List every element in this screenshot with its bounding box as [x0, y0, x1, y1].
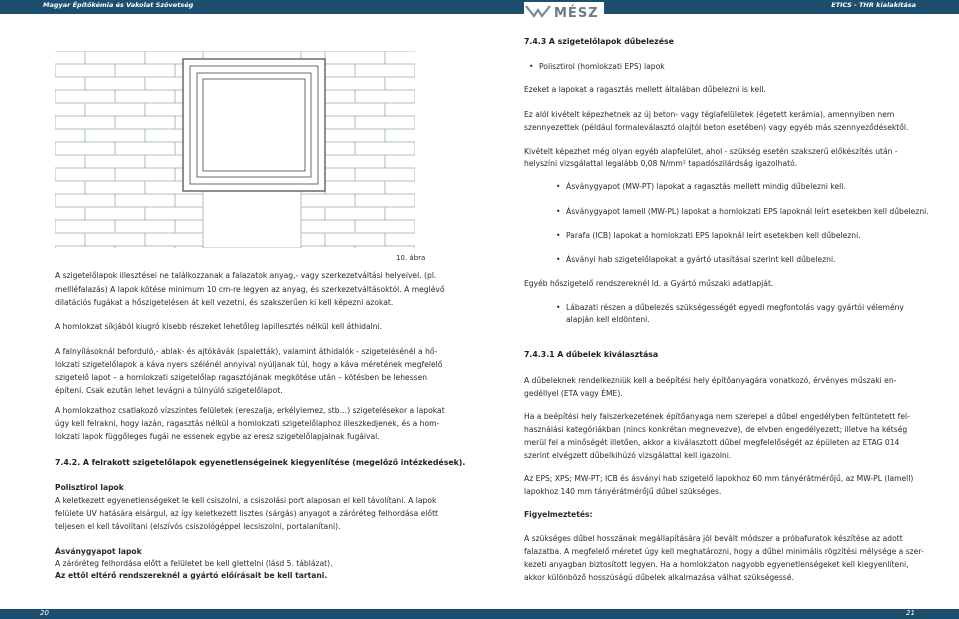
wall-line2: használási kategóriákban (nincs konkrétan megnevezve), de elvben engedélyezett; illetve ha kétség — [524, 425, 908, 434]
eps-title: Polisztirol lapok — [55, 483, 124, 492]
bullet-socle-line1: • Lábazati részen a dűbelezés szükségességét egyedi megfontolás vagy gyártói vélemény — [566, 301, 904, 314]
mesz-logo — [524, 2, 604, 26]
wall-line3: merül fel a minőségét illetően, akkor a kiválasztott dűbel megfelelőségét az épületen az ETAG 014 — [524, 438, 900, 447]
eps-plate-line2: lapokhoz 140 mm tányérátmérőjű dűbel szükséges. — [524, 487, 722, 496]
exception1-line1: Ez alól kivételt képezhetnek az új beton- vagy téglafelületek (égetett kerámia), amennyiben nem — [524, 110, 895, 119]
warning-line3: kezeti anyagban biztosított legyen. Ha a homlokzaton nagyobb egyenetlenségeket kell kiegyenlíteni, — [524, 560, 909, 569]
left-p4-line3: lokzati lapok függőleges fugái ne essenek egybe az eresz szigetelőlapjainak fugáival. — [55, 432, 380, 441]
svg-text:MÉSZ: MÉSZ — [554, 6, 599, 21]
bullet-icb: • Parafa (ICB) lapokat a homlokzati EPS lapoknál leírt esetekben kell dűbelezni. — [566, 229, 861, 242]
bullet-socle-line2: alapján kell eldönteni. — [566, 315, 650, 324]
left-p1-line1: A szigetelőlapok illesztései ne találkozzanak a falazatok anyag,- vagy szerkezetváltási helyeivel. (pl. — [55, 271, 437, 280]
left-p4-line1: A homlokzathoz csatlakozó vízszintes felületek (ereszalja, erkélylemez, stb…) szigetelésekor a lapokat — [55, 406, 445, 415]
other-systems-line: Egyéb hőszigetelő rendszereknél ld. a Gyártó műszaki adatlapját. — [524, 279, 774, 288]
brick-wall-figure — [55, 51, 415, 248]
mw-bold-line: Az ettől eltérő rendszereknél a gyártó előírásait be kell tartani. — [55, 571, 328, 580]
section-742-heading: 7.4.2. A felrakott szigetelőlapok egyenetlenségeinek kiegyenlítése (megelőző intézkedések). — [55, 458, 466, 467]
bullet-mw-pt: • Ásványgyapot (MW-PT) lapokat a ragasztás mellett mindig dűbelezni kell. — [566, 180, 846, 193]
eps-line1: A keletkezett egyenetlenségeket le kell csiszolni, a csiszolási port alaposan el kell távolítani. A lapok — [55, 496, 437, 505]
left-p3-line3: szigetelő lapot – a homlokzati szigetelőlap ragasztójának megkötése után – kötésben be lehessen — [55, 373, 428, 382]
exception1-line2: szennyezettek (például formaleválasztó olajtól beton esetében) vagy egyéb más szennyeződésektől. — [524, 123, 909, 132]
right-line1: Ezeket a lapokat a ragasztás mellett általában dűbelezni is kell. — [524, 85, 766, 94]
section-743-heading: 7.4.3 A szigetelőlapok dűbelezése — [524, 37, 674, 46]
header-right-text: ETICS - THR kialakítása — [831, 1, 916, 9]
page-number-right: 21 — [906, 609, 915, 617]
left-p1-line3: dilatációs fugákat a hőszigetelésen át kell vezetni, és szakszerűen ki kell képezni azokat. — [55, 298, 394, 307]
bullet-mineral-foam: • Ásványi hab szigetelőlapokat a gyártó utasításai szerint kell dűbelezni. — [566, 253, 836, 266]
exception2-line2: helyszíni vizsgálattal legalább 0,08 N/mm² tapadószilárdság igazolható. — [524, 159, 798, 168]
wall-line4: szerint elvégzett dűbelkihúzó vizsgálattal kell igazolni. — [524, 451, 732, 460]
mw-line: A záróréteg felhordása előtt a felületet be kell glettelni (lásd 5. táblázat). — [55, 559, 333, 568]
warning-line2: falazatba. A megfelelő méretet úgy kell meghatározni, hogy a dűbel minimális rögzítési mélysége a szer- — [524, 547, 924, 556]
warning-title: Figyelmeztetés: — [524, 510, 593, 519]
bullet-mw-pl: • Ásványgyapot lamell (MW-PL) lapokat a homlokzati EPS lapoknál leírt esetekben kell dűbelezni. — [566, 205, 929, 218]
left-p3-line1: A falnyílásoknál beforduló,- ablak- és ajtókávák (spaletták), valamint áthidalók - szigetelésénél a hő- — [55, 347, 438, 356]
warning-line4: akkor különböző hosszúságú dűbelek alkalmazása válhat szükségessé. — [524, 573, 794, 582]
left-p3-line2: lokzati szigetelőlapok a káva nyers szélénél annyival nyúljanak túl, hogy a káva méretének megfelelő — [55, 360, 443, 369]
figure-caption: 10. ábra — [396, 254, 426, 262]
header-left-text: Magyar Építőkémia és Vakolat Szövetség — [43, 1, 194, 9]
eps-line2: felülete UV hatására elsárgul, az így keletkezett lisztes (sárgás) anyagot a záróréteg felhordása előtt — [55, 509, 439, 518]
selection-line2: gedéllyel (ETA vagy ÉME). — [524, 389, 623, 398]
warning-line1: A szükséges dűbel hosszának megállapítására jól bevált módszer a próbafuratok készítése az adott — [524, 534, 903, 543]
exception2-line1: Kivételt képezhet még olyan egyéb alapfelület, ahol - szükség esetén szakszerű előkészítés után - — [524, 147, 898, 156]
left-p4-line2: úgy kell felrakni, hogy lazán, ragasztás nélkül a homlokzati szigetelőlaphoz illeszkedjenek, és a hom- — [55, 419, 440, 428]
wall-line1: Ha a beépítési hely falszerkezetének építőanyaga nem szerepel a dűbel engedélyben feltüntetett fel- — [524, 412, 910, 421]
footer-bar — [0, 609, 959, 619]
left-p1-line2: mellléfalazás) A lapok kötése minimum 10 cm-re legyen az anyag, és szerkezetváltásoktól. A meglévő — [55, 285, 445, 294]
left-p2: A homlokzat síkjából kiugró kisebb részeket lehetőleg lapillesztés nélkül kell áthidalni. — [55, 322, 383, 331]
left-p3-line4: építeni. Csak ezután lehet levágni a túlnyúló szigetelőlapot. — [55, 386, 283, 395]
section-7431-heading: 7.4.3.1 A dűbelek kiválasztása — [524, 350, 659, 359]
eps-plate-line1: Az EPS; XPS; MW-PT; ICB és ásványi hab szigetelő lapokhoz 60 mm tányérátmérőjű, az MW-PL (lamell) — [524, 474, 914, 483]
page-number-left: 20 — [40, 609, 49, 617]
mw-title: Ásványgyapot lapok — [55, 547, 142, 556]
eps-line3: teljesen el kell távolítani (elszívós csiszológéppel lecsiszolni, portalanítani). — [55, 522, 341, 531]
bullet-eps: • Polisztirol (homlokzati EPS) lapok — [539, 60, 665, 73]
selection-line1: A dűbeleknek rendelkezniük kell a beépítési hely építőanyagára vonatkozó, érvényes műszaki en- — [524, 376, 897, 385]
